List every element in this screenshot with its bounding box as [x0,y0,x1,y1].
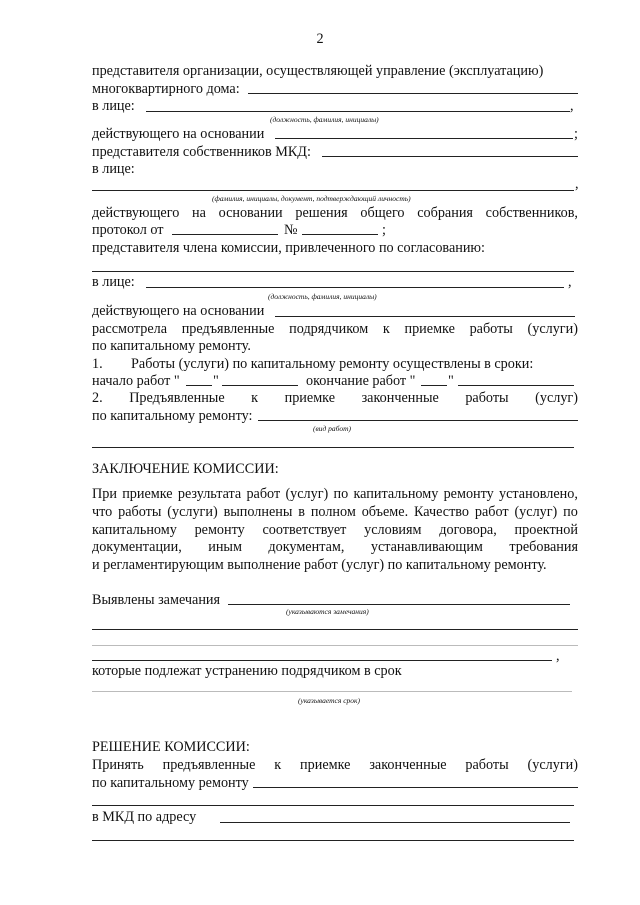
caption-deadline: (указывается срок) [298,696,361,705]
quote-mark: " [448,373,454,389]
quote-mark: " [213,373,219,389]
remarks-field-4[interactable] [92,660,552,661]
commission-member-field[interactable] [92,271,574,272]
org-name-field[interactable] [248,93,578,94]
remarks-field-2[interactable] [92,629,578,630]
owners-rep-field[interactable] [322,156,578,157]
acting-basis-field[interactable] [275,138,573,139]
member-acting-basis-field[interactable] [275,316,575,317]
comma: , [575,176,579,192]
remarks-field-3[interactable] [92,645,578,646]
caption-work-type: (вид работ) [313,424,352,433]
acting-basis-label: действующего на основании [92,126,265,142]
member-in-person-label: в лице: [92,274,135,290]
semicolon: ; [574,126,578,142]
end-date-label: окончание работ " [306,373,416,389]
work-type-field[interactable] [258,420,578,421]
item-2-line: 2. Предъявленные к приемке законченные работы (услуг) [92,390,578,406]
comma: , [570,98,574,114]
org-representative-field[interactable] [146,111,570,112]
owners-decision-line: действующего на основании решения общего собрания собственников, [92,205,578,221]
conclusion-para-line-3: капитальному ремонту соответствует условиям договора, проектной [92,522,578,538]
work-type-field-2[interactable] [92,447,574,448]
intro-line-1: представителя организации, осуществляющей управление (эксплуатацию) [92,63,544,79]
semicolon: ; [382,222,386,238]
owners-rep-label: представителя собственников МКД: [92,144,311,160]
comma: , [556,648,560,664]
protocol-date-label: протокол от [92,222,164,238]
reviewed-line: рассмотрела предъявленные подрядчиком к приемке работы (услуги) [92,321,578,337]
remarks-label: Выявлены замечания [92,592,221,608]
protocol-date-field[interactable] [172,234,278,235]
caption-position-name: (должность, фамилия, инициалы) [270,115,379,124]
caption-remarks: (указываются замечания) [286,607,369,616]
start-month-year-field[interactable] [222,385,298,386]
commission-member-label: представителя члена комиссии, привлеченного по согласованию: [92,240,485,256]
owners-in-person-label: в лице: [92,161,135,177]
member-acting-basis-label: действующего на основании [92,303,265,319]
deadline-field[interactable] [92,691,572,692]
conclusion-para-line-1: При приемке результата работ (услуг) по капитальному ремонту установлено, [92,486,578,502]
conclusion-para-line-2: что работы (услуги) выполнены в полном объеме. Качество работ (услуг) по [92,504,578,520]
owners-person-field[interactable] [92,190,574,191]
start-date-label: начало работ " [92,373,180,389]
address-label: в МКД по адресу [92,809,197,825]
comma: , [568,274,572,290]
intro-line-2: многоквартирного дома: [92,81,240,97]
decision-line-1: Принять предъявленные к приемке законченные работы (услуги) [92,757,578,773]
protocol-number-label: № [284,222,298,238]
page-number: 2 [316,31,324,47]
end-month-year-field[interactable] [458,385,574,386]
protocol-number-field[interactable] [302,234,378,235]
decision-work-field[interactable] [253,787,578,788]
conclusion-para-line-5: и регламентирующим выполнение работ (услуг) по капитальному ремонту. [92,557,547,573]
conclusion-heading: ЗАКЛЮЧЕНИЕ КОМИССИИ: [92,461,279,477]
item-1-number: 1. [92,356,103,372]
conclusion-para-line-4: документации, иным документам, устанавливающим требования [92,539,578,555]
decision-work-field-2[interactable] [92,805,574,806]
decision-heading: РЕШЕНИЕ КОМИССИИ: [92,739,250,755]
caption-position-name-2: (должность, фамилия, инициалы) [268,292,377,301]
address-field[interactable] [220,822,570,823]
remarks-field-1[interactable] [228,604,570,605]
reviewed-line-end: по капитальному ремонту. [92,338,251,354]
caption-person-document: (фамилия, инициалы, документ, подтверждающий личность) [212,194,411,203]
end-day-field[interactable] [421,385,447,386]
deadline-label: которые подлежат устранению подрядчиком в срок [92,663,402,679]
member-person-field[interactable] [146,287,564,288]
intro-in-person-label: в лице: [92,98,135,114]
address-field-2[interactable] [92,840,574,841]
start-day-field[interactable] [186,385,212,386]
item-1-text: Работы (услуги) по капитальному ремонту осуществлены в сроки: [131,356,534,372]
item-2-line-end: по капитальному ремонту: [92,408,253,424]
decision-line-2: по капитальному ремонту [92,775,249,791]
